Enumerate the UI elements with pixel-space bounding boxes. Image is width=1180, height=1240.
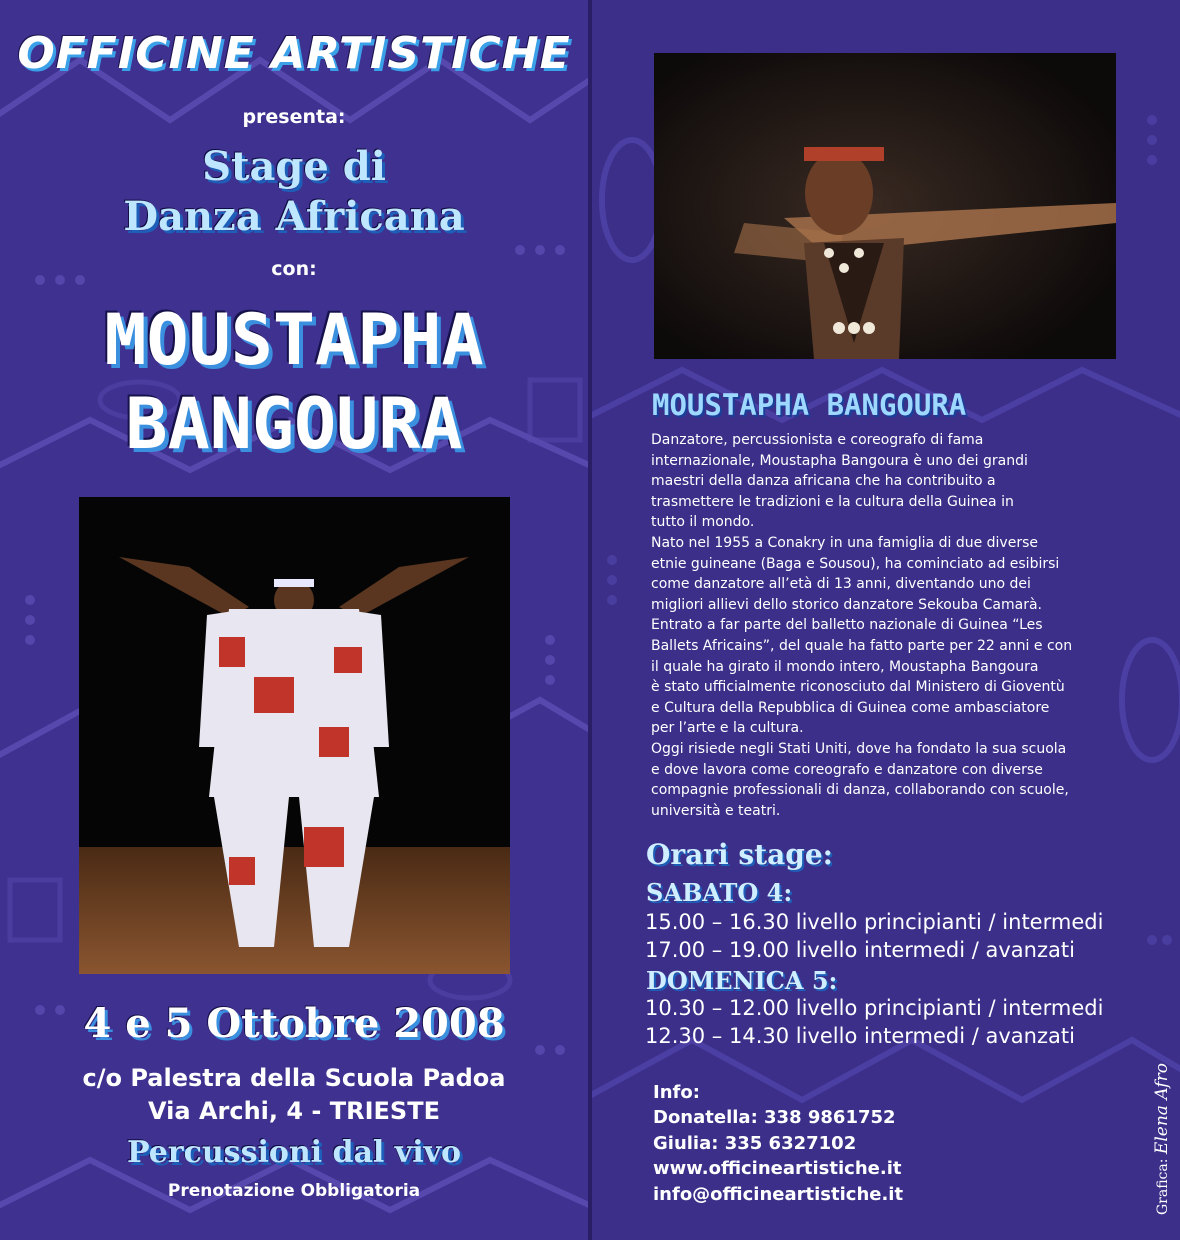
day1-slot2: 17.00 – 19.00 livello intermedi / avanzati <box>645 938 1075 962</box>
day2-slot1: 10.30 – 12.00 livello principianti / intermedi <box>645 996 1104 1020</box>
bio-line: Ballets Africains”, del quale ha fatto parte per 22 anni e con <box>651 637 1073 654</box>
bio-line: internazionale, Moustapha Bangoura è uno dei grandi <box>651 452 1028 469</box>
bio-line: è stato ufficialmente riconosciuto dal Ministero di Gioventù <box>651 679 1065 696</box>
design-credit <box>1152 1063 1172 1215</box>
day1-heading: SABATO 4: <box>646 878 793 907</box>
email-link[interactable]: info@officineartistiche.it <box>653 1183 904 1205</box>
venue <box>0 1062 588 1128</box>
event-title-line2: Danza Africana <box>123 193 465 240</box>
day2-heading: DOMENICA 5: <box>646 966 838 995</box>
bio-line: Nato nel 1955 a Conakry in una famiglia di due diverse <box>651 534 1038 551</box>
bio-title: MOUSTAPHA BANGOURA <box>652 388 967 422</box>
biography-text <box>651 430 1131 821</box>
bio-line: maestri della danza africana che ha contribuito a <box>651 473 996 490</box>
contact-info <box>653 1080 903 1207</box>
right-panel <box>592 0 1180 1240</box>
event-title-line1: Stage di <box>202 143 386 190</box>
bio-line: come danzatore all’età di 13 anni, diventando uno dei <box>651 576 1031 593</box>
bio-line: Entrato a far parte del balletto nazionale di Guinea “Les <box>651 617 1043 634</box>
info-label: Info: <box>653 1082 700 1103</box>
bio-line: etnie guineane (Baga e Sousou), ha cominciato ad esibirsi <box>651 555 1060 572</box>
contact-giulia: Giulia: 335 6327102 <box>653 1132 857 1154</box>
bio-line: trasmettere le tradizioni e la cultura della Guinea in <box>651 493 1014 510</box>
bio-line: tutto il mondo. <box>651 514 755 531</box>
booking-note: Prenotazione Obbligatoria <box>167 1181 421 1201</box>
artist-name-line2: BANGOURA <box>125 383 463 465</box>
bio-line: il quale ha girato il mondo intero, Moustapha Bangoura <box>651 658 1039 675</box>
dancer-portrait-photo <box>654 53 1116 359</box>
dancer-photo <box>79 497 510 974</box>
website-link[interactable]: www.officineartistiche.it <box>653 1158 902 1180</box>
bio-line: Oggi risiede negli Stati Uniti, dove ha fondato la sua scuola <box>651 740 1067 757</box>
event-title <box>0 142 588 242</box>
with-label: con: <box>271 258 317 280</box>
schedule-title: Orari stage: <box>646 838 833 871</box>
artist-name <box>0 298 588 466</box>
day2-slot2: 12.30 – 14.30 livello intermedi / avanzati <box>645 1024 1075 1048</box>
bio-line: università e teatri. <box>651 802 781 819</box>
left-panel <box>0 0 588 1240</box>
bio-line: e Cultura della Repubblica di Guinea come ambasciatore <box>651 699 1050 716</box>
bio-line: e dove lavora come coreografo e danzatore con diverse <box>651 761 1043 778</box>
venue-line1: c/o Palestra della Scuola Padoa <box>82 1064 506 1092</box>
presents-label: presenta: <box>242 106 346 128</box>
contact-donatella: Donatella: 338 9861752 <box>653 1107 896 1129</box>
live-percussion: Percussioni dal vivo <box>126 1135 462 1170</box>
venue-line2: Via Archi, 4 - TRIESTE <box>148 1097 440 1125</box>
day1-slot1: 15.00 – 16.30 livello principianti / intermedi <box>645 910 1104 934</box>
event-date: 4 e 5 Ottobre 2008 <box>83 1000 505 1047</box>
brand-logo: OFFICINE ARTISTICHE <box>17 28 571 79</box>
bio-line: migliori allievi dello storico danzatore Sekouba Camarà. <box>651 596 1042 613</box>
credit-signature: Elena Afro <box>1152 1063 1172 1155</box>
artist-name-line1: MOUSTAPHA <box>104 299 484 381</box>
bio-line: compagnie professionali di danza, collaborando con scuole, <box>651 782 1069 799</box>
bio-line: per l’arte e la cultura. <box>651 720 804 737</box>
bio-line: Danzatore, percussionista e coreografo di fama <box>651 432 984 448</box>
credit-label: Grafica: <box>1155 1158 1171 1215</box>
